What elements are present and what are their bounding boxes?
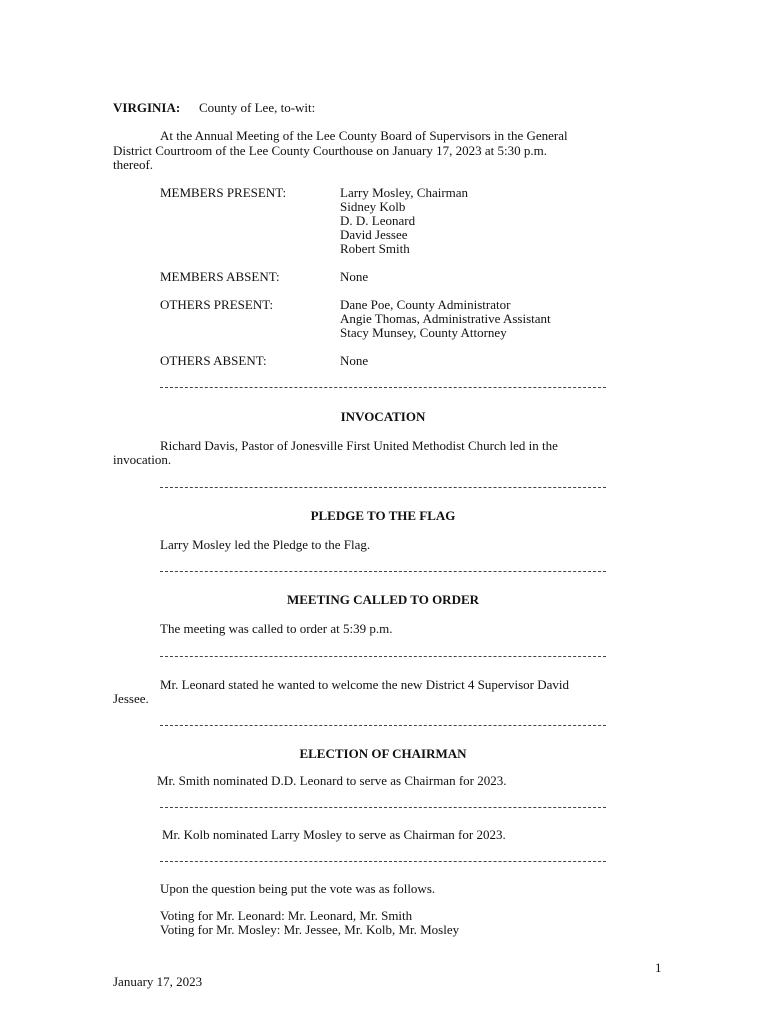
intro-line-3: thereof. (113, 157, 154, 172)
section-divider (160, 387, 606, 388)
section-divider (160, 571, 606, 572)
section-divider (160, 487, 606, 488)
members-absent-label: MEMBERS ABSENT: (160, 269, 280, 284)
section-divider (160, 725, 606, 726)
member-present: Sidney Kolb (340, 199, 406, 214)
section-divider (160, 861, 606, 862)
invocation-line-2: invocation. (113, 452, 172, 467)
other-present: Dane Poe, County Administrator (340, 297, 511, 312)
vote-line-2: Voting for Mr. Mosley: Mr. Jessee, Mr. Kolb, Mr. Mosley (160, 922, 460, 937)
nomination-1: Mr. Smith nominated D.D. Leonard to serve as Chairman for 2023. (157, 773, 507, 788)
section-divider (160, 656, 606, 657)
member-present: Robert Smith (340, 241, 410, 256)
other-present: Angie Thomas, Administrative Assistant (340, 311, 551, 326)
vote-line-1: Voting for Mr. Leonard: Mr. Leonard, Mr. Smith (160, 908, 413, 923)
pledge-text: Larry Mosley led the Pledge to the Flag. (160, 537, 371, 552)
intro-line-2: District Courtroom of the Lee County Courthouse on January 17, 2023 at 5:30 p.m. (113, 143, 547, 158)
section-divider (160, 807, 606, 808)
other-present: Stacy Munsey, County Attorney (340, 325, 507, 340)
others-absent-value: None (340, 353, 369, 368)
welcome-line-1: Mr. Leonard stated he wanted to welcome the new District 4 Supervisor David (160, 677, 570, 692)
pledge-heading: PLEDGE TO THE FLAG (310, 508, 456, 523)
county-label: County of Lee, to-wit: (199, 100, 316, 115)
welcome-line-2: Jessee. (113, 691, 149, 706)
state-label: VIRGINIA: (113, 100, 181, 115)
others-present-label: OTHERS PRESENT: (160, 297, 274, 312)
nomination-2: Mr. Kolb nominated Larry Mosley to serve as Chairman for 2023. (162, 827, 506, 842)
election-heading: ELECTION OF CHAIRMAN (299, 746, 467, 761)
member-present: David Jessee (340, 227, 408, 242)
invocation-line-1: Richard Davis, Pastor of Jonesville First United Methodist Church led in the (160, 438, 558, 453)
members-absent-value: None (340, 269, 369, 284)
called-to-order-text: The meeting was called to order at 5:39 p.m. (160, 621, 393, 636)
called-to-order-heading: MEETING CALLED TO ORDER (286, 592, 480, 607)
vote-question: Upon the question being put the vote was as follows. (160, 881, 436, 896)
others-absent-label: OTHERS ABSENT: (160, 353, 267, 368)
invocation-heading: INVOCATION (340, 409, 426, 424)
intro-line-1: At the Annual Meeting of the Lee County Board of Supervisors in the General (160, 128, 568, 143)
footer-date: January 17, 2023 (113, 974, 203, 989)
members-present-label: MEMBERS PRESENT: (160, 185, 287, 200)
member-present: D. D. Leonard (340, 213, 416, 228)
member-present: Larry Mosley, Chairman (340, 185, 469, 200)
page-number: 1 (655, 960, 662, 975)
